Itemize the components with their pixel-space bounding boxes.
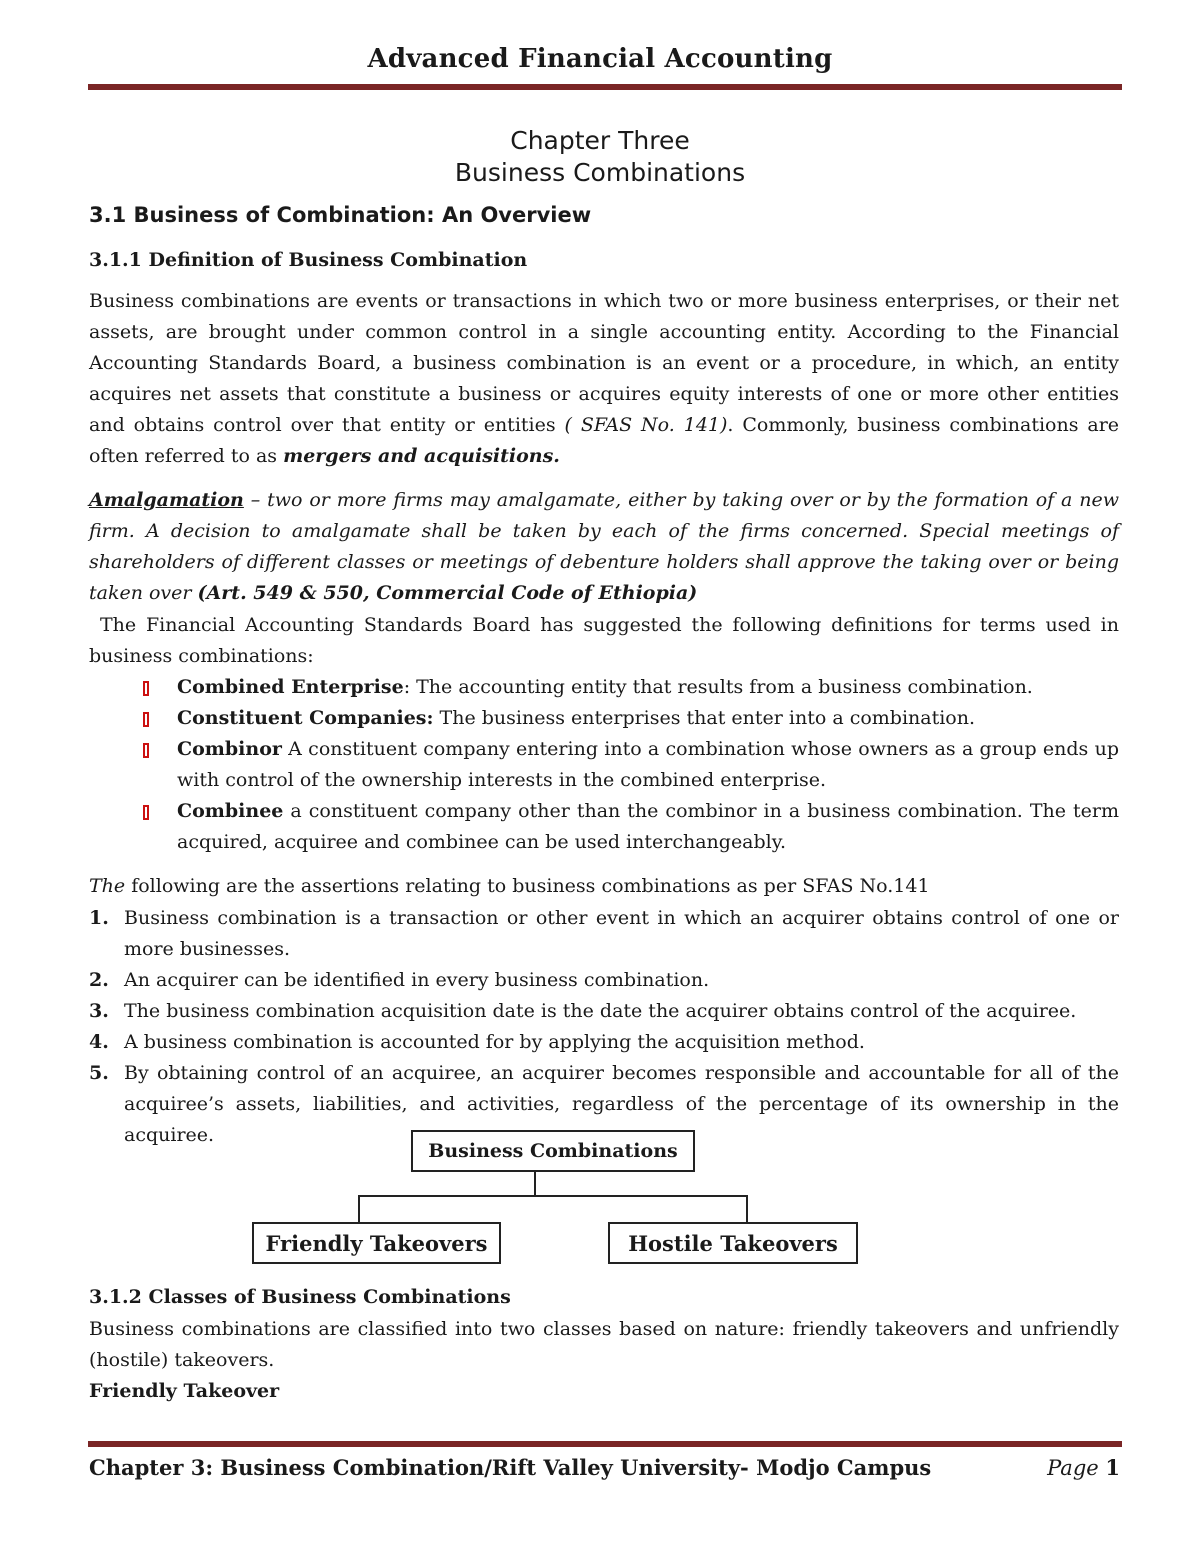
assertions-intro-text: following are the assertions relating to business combinations as per SFAS No.141 — [125, 875, 930, 897]
list-number: 2. — [89, 969, 109, 991]
definition-tail: . Commonly, business combinations are often referred to as — [89, 414, 1120, 467]
list-number: 5. — [89, 1062, 109, 1084]
assertion-item: A business combination is accounted for by applying the acquisition method. — [124, 1031, 865, 1053]
definition-item-combined-enterprise — [177, 672, 1119, 703]
assertion-item: An acquirer can be identified in every business combination. — [124, 969, 710, 991]
diagram-hostile-box: Hostile Takeovers — [608, 1222, 858, 1264]
bullet-marker — [143, 681, 149, 696]
chapter-label: Chapter Three — [510, 126, 690, 155]
diagram-root-box: Business Combinations — [411, 1130, 695, 1172]
page-number-value: 1 — [1105, 1455, 1120, 1480]
definition-text: a constituent company other than the combinor in a business combination. The term acquired, acquiree and combinee can be used interchangeably. — [177, 800, 1119, 853]
section-heading-3-1-1: 3.1.1 Definition of Business Combination — [89, 249, 528, 271]
running-header: Advanced Financial Accounting — [367, 44, 833, 74]
section-heading-3-1-2: 3.1.2 Classes of Business Combinations — [89, 1286, 511, 1308]
page-label: Page — [1047, 1456, 1099, 1480]
bullet-marker — [143, 712, 149, 727]
chapter-title: Business Combinations — [454, 158, 746, 187]
sfas-citation: ( SFAS No. 141) — [564, 414, 728, 436]
list-number: 3. — [89, 1000, 109, 1022]
bullet-marker — [143, 805, 149, 820]
definition-item-combinee — [177, 796, 1119, 858]
definition-term: Constituent Companies: — [177, 707, 434, 729]
list-number: 4. — [89, 1031, 109, 1053]
footer-rule — [88, 1441, 1122, 1447]
assertion-item: Business combination is a transaction or other event in which an acquirer obtains control of one or more businesses. — [124, 907, 1119, 960]
definition-term: Combined Enterprise — [177, 676, 404, 698]
page-number — [1047, 1455, 1120, 1480]
definition-item-combinor — [177, 734, 1119, 796]
assertion-item: The business combination acquisition date is the date the acquirer obtains control of the acquiree. — [124, 1000, 1077, 1022]
definition-text: A constituent company entering into a combination whose owners as a group ends up with control of the ownership interests in the combined enterprise. — [177, 738, 1119, 791]
definition-text: Business combinations are events or transactions in which two or more business enterprises, or their net assets, are brought under common control in a single accounting entity. According to the Financial Accounting Standards Board, a business combination is an event or a procedure, in which, an entity acquires net assets that constitute a business or acquires equity interests of one or more other entities and obtains control over that entity or entities — [89, 290, 1119, 436]
definition-term: Combinee — [177, 800, 284, 822]
amalgamation-term: Amalgamation — [89, 489, 244, 511]
definition-text: : The accounting entity that results from a business combination. — [403, 676, 1033, 698]
list-number: 1. — [89, 907, 109, 929]
definition-term: Combinor — [177, 738, 282, 760]
amalgamation-citation: (Art. 549 & 550, Commercial Code of Ethiopia) — [197, 582, 698, 604]
amalgamation-paragraph — [89, 485, 1119, 609]
section-heading-3-1: 3.1 Business of Combination: An Overview — [89, 203, 592, 227]
header-rule — [88, 84, 1122, 90]
assertion-item: By obtaining control of an acquiree, an acquirer becomes responsible and accountable for all of the acquiree’s assets, liabilities, and activities, regardless of the percentage of its ownership in the acquiree. — [124, 1062, 1119, 1146]
diagram-connector — [358, 1195, 360, 1223]
bullet-marker — [143, 743, 149, 758]
definition-paragraph — [89, 286, 1119, 472]
amalgamation-definition: – two or more firms may amalgamate, either by taking over or by the formation of a new firm. A decision to amalgamate shall be taken by each of the firms concerned. Special meetings of shareholders of different classes or meetings of debenture holders shall approve the taking over or being taken over — [89, 489, 1119, 604]
footer-text: Chapter 3: Business Combination/Rift Valley University- Modjo Campus — [89, 1455, 932, 1480]
assertions-intro — [89, 871, 930, 902]
diagram-connector — [746, 1195, 748, 1223]
mergers-emphasis: mergers and acquisitions. — [283, 445, 560, 467]
diagram-connector — [358, 1195, 748, 1197]
classes-paragraph: Business combinations are classified into two classes based on nature: friendly takeovers and unfriendly (hostile) takeovers. — [89, 1318, 1119, 1371]
definition-text: The business enterprises that enter into a combination. — [433, 707, 976, 729]
friendly-takeover-heading: Friendly Takeover — [89, 1380, 280, 1402]
assertions-intro-italic: The — [89, 875, 126, 897]
fasb-intro-paragraph: The Financial Accounting Standards Board has suggested the following definitions for terms used in business combinations: — [89, 614, 1119, 667]
definition-item-constituent-companies — [177, 703, 1119, 734]
diagram-friendly-box: Friendly Takeovers — [252, 1222, 501, 1264]
diagram-connector — [534, 1172, 536, 1196]
